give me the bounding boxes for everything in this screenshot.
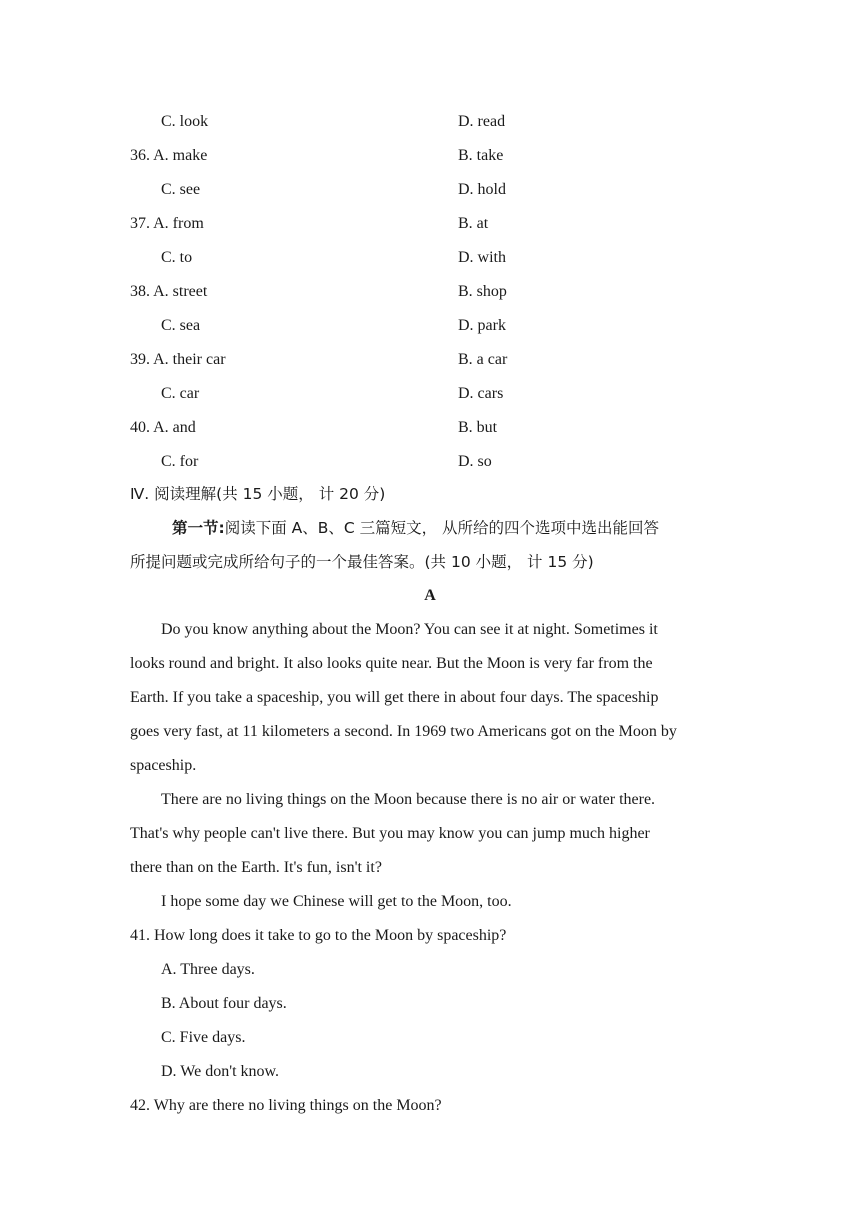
option-right: B. a car <box>458 351 508 368</box>
option-right: B. but <box>458 419 498 436</box>
instruction-label: 第一节: <box>172 519 225 537</box>
passage-text: goes very fast, at 11 kilometers a second. In 1969 two Americans got on the Moon by <box>130 723 677 740</box>
passage-line <box>0 754 860 778</box>
option-right: B. take <box>458 147 504 164</box>
option-row <box>0 348 860 372</box>
question-choice-row <box>0 958 860 982</box>
option-left: 37. A. from <box>130 215 204 232</box>
question-choice-row <box>0 1026 860 1050</box>
passage-text: That's why people can't live there. But you may know you can jump much higher <box>130 825 650 842</box>
passage-line <box>0 652 860 676</box>
question-choice: A. Three days. <box>161 961 255 978</box>
question-stem: 41. How long does it take to go to the Moon by spaceship? <box>130 927 507 944</box>
option-row <box>0 246 860 270</box>
passage-line <box>0 788 860 812</box>
instruction-line-1 <box>172 516 659 540</box>
option-right: D. hold <box>458 181 506 198</box>
option-left: 39. A. their car <box>130 351 226 368</box>
passage-text: I hope some day we Chinese will get to the Moon, too. <box>161 893 512 910</box>
passage-text: Do you know anything about the Moon? You can see it at night. Sometimes it <box>161 621 658 638</box>
passage-line <box>0 856 860 880</box>
option-row <box>0 314 860 338</box>
passage-heading-row <box>0 584 860 608</box>
question-choice-row <box>0 992 860 1016</box>
option-right: D. cars <box>458 385 504 402</box>
passage-text: looks round and bright. It also looks quite near. But the Moon is very far from the <box>130 655 653 672</box>
option-left: 40. A. and <box>130 419 196 436</box>
passage-line <box>0 822 860 846</box>
option-row <box>0 110 860 134</box>
option-row <box>0 450 860 474</box>
option-row <box>0 416 860 440</box>
passage-line <box>0 890 860 914</box>
option-right: B. shop <box>458 283 507 300</box>
question-stem-row <box>0 1094 860 1118</box>
question-stem-row <box>0 924 860 948</box>
passage-line <box>0 618 860 642</box>
option-left: C. car <box>161 385 200 402</box>
option-row <box>0 212 860 236</box>
section-heading-row <box>0 482 860 506</box>
option-row <box>0 178 860 202</box>
passage-heading: A <box>424 587 436 604</box>
question-choice-row <box>0 1060 860 1084</box>
option-right: D. read <box>458 113 506 130</box>
question-stem: 42. Why are there no living things on the Moon? <box>130 1097 442 1114</box>
option-right: D. park <box>458 317 506 334</box>
instruction-row <box>0 516 860 540</box>
option-right: D. so <box>458 453 492 470</box>
option-right: B. at <box>458 215 489 232</box>
instruction-row <box>0 550 860 574</box>
option-left: C. see <box>161 181 201 198</box>
passage-line <box>0 720 860 744</box>
passage-line <box>0 686 860 710</box>
question-choice: B. About four days. <box>161 995 287 1012</box>
passage-text: There are no living things on the Moon because there is no air or water there. <box>161 791 656 808</box>
question-choice: D. We don't know. <box>161 1063 280 1080</box>
option-right: D. with <box>458 249 506 266</box>
question-choice: C. Five days. <box>161 1029 246 1046</box>
option-left: C. sea <box>161 317 201 334</box>
option-left: C. to <box>161 249 193 266</box>
passage-text: spaceship. <box>130 757 197 774</box>
instruction-text: 阅读下面 A、B、C 三篇短文， 从所给的四个选项中选出能回答 <box>224 519 660 537</box>
option-left: 38. A. street <box>130 283 208 300</box>
passage-text: Earth. If you take a spaceship, you will get there in about four days. The spaceship <box>130 689 659 706</box>
option-row <box>0 382 860 406</box>
option-left: 36. A. make <box>130 147 208 164</box>
section-title: Ⅳ. 阅读理解(共 15 小题， 计 20 分) <box>130 485 386 503</box>
option-left: C. look <box>161 113 209 130</box>
option-row <box>0 144 860 168</box>
instruction-line-2: 所提问题或完成所给句子的一个最佳答案。(共 10 小题， 计 15 分) <box>130 553 594 571</box>
option-left: C. for <box>161 453 199 470</box>
option-row <box>0 280 860 304</box>
passage-text: there than on the Earth. It's fun, isn't it? <box>130 859 382 876</box>
